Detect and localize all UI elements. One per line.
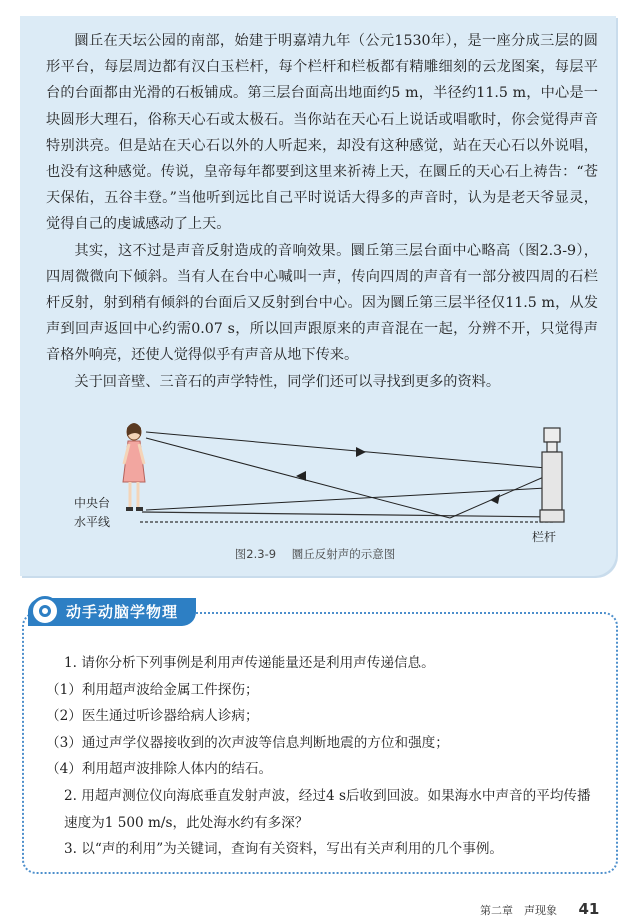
arrow-2	[296, 471, 306, 481]
activity-title: 动手动脑学物理	[66, 603, 179, 621]
sound-ray-return	[146, 438, 450, 518]
reading-paragraph-3: 关于回音壁、三音石的声学特性，同学们还可以寻找到更多的资料。	[74, 373, 501, 390]
label-railing: 栏杆	[532, 530, 557, 544]
reflection-diagram-svg	[70, 410, 590, 550]
arrow-1	[356, 447, 366, 457]
railing-neck	[547, 442, 557, 452]
activity-list	[46, 650, 596, 863]
chapter-label: 第二章 声现象	[480, 904, 557, 917]
reading-text	[46, 28, 598, 395]
figure-caption-text: 圜丘反射声的示意图	[291, 547, 396, 561]
railing-base	[540, 510, 564, 522]
railing-cap-icon	[544, 428, 560, 442]
railing-body	[542, 452, 562, 510]
reading-paragraph-2: 其实，这不过是声音反射造成的音响效果。圜丘第三层台面中心略高（图2.3-9），四周微微向下倾斜。当有人在台中心喊叫一声，传向四周的声音有一部分被四周的石栏杆反射，射到稍有倾斜的台面后又反射到台中心。因为圜丘第三层半径仅11.5 m，从发声到回声返回中心约需0.07 s，所以回声跟原来的声音混在一起，分辨不开，只觉得声音格外响亮，还使人觉得似乎有声音从地下传来。	[46, 242, 598, 364]
activity-item: （1）利用超声波给金属工件探伤；	[46, 681, 259, 698]
reading-paragraph-1: 圜丘在天坛公园的南部，始建于明嘉靖九年（公元1530年），是一座分成三层的圆形平台，每层周边都有汉白玉栏杆，每个栏杆和栏板都有精雕细刻的云龙图案，每层平台的台面都由光滑的石板铺成。第三层台面高出地面约5 m，半径约11.5 m，中心是一块圆形大理石，俗称天心石或太极石。当你站在天心石上说话或唱歌时，你会觉得声音特别洪亮。但是站在天心石以外的人听起来，却没有这种感觉，站在天心石以外说唱，也没有这种感觉。传说，皇帝每年都要到这里来祈祷上天，在圜丘的天心石上祷告：“苍天保佑，五谷丰登。”当他听到远比自己平时说话大得多的声音时，认为是老天爷显灵，觉得自己的虔诚感动了上天。	[46, 33, 598, 233]
label-horizontal-line: 水平线	[74, 515, 111, 529]
sound-ray-upper	[146, 432, 546, 468]
activity-item: 2. 用超声测位仪向海底垂直发射声波，经过4 s后收到回波。如果海水中声音的平均传播速度为1 500 m/s，此处海水约有多深？	[64, 787, 591, 831]
page-number: 41	[578, 900, 600, 918]
arrow-3	[490, 494, 500, 504]
figure-caption	[0, 546, 630, 562]
activity-item: （3）通过声学仪器接收到的次声波等信息判断地震的方位和强度；	[46, 734, 449, 751]
activity-item: （4）利用超声波排除人体内的结石。	[46, 761, 273, 778]
sound-ray-bottom	[146, 488, 546, 510]
reflection-diagram	[70, 410, 590, 550]
activity-item: 1. 请你分析下列事例是利用声传递能量还是利用声传递信息。	[64, 655, 435, 671]
platform-surface-line	[142, 512, 555, 517]
target-icon	[30, 596, 60, 626]
page-footer	[480, 900, 630, 918]
activity-item: （2）医生通过听诊器给病人诊病；	[46, 708, 259, 725]
figure-caption-number: 图2.3-9	[234, 547, 277, 561]
person-icon	[123, 423, 145, 511]
label-central-platform: 中央台	[74, 496, 111, 510]
activity-item: 3. 以“声的利用”为关键词，查询有关资料，写出有关声利用的几个事例。	[64, 841, 504, 858]
